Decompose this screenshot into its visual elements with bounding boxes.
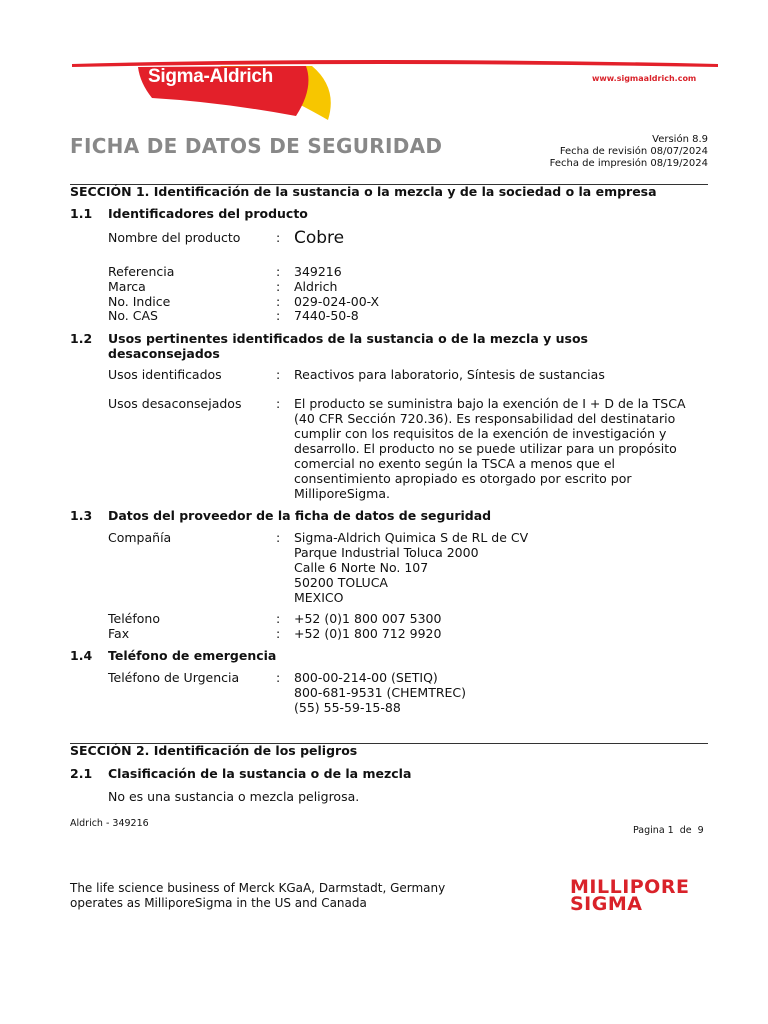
cas-value: 7440-50-8 <box>294 308 359 323</box>
address-line: MEXICO <box>294 590 344 605</box>
subsection-title: Clasificación de la sustancia o de la mezcla <box>108 766 412 781</box>
company-label: Compañía <box>108 530 172 545</box>
footer-company-text <box>70 881 445 911</box>
address-line: 50200 TOLUCA <box>294 575 388 590</box>
product-name-label: Nombre del producto <box>108 230 241 245</box>
subsection-number: 1.3 <box>70 508 93 523</box>
text-line: (40 CFR Sección 720.36). Es responsabilidad del destinatario <box>294 411 676 426</box>
colon: : <box>276 626 281 641</box>
milliporesigma-logo <box>570 876 690 915</box>
footer-line: operates as MilliporeSigma in the US and Canada <box>70 896 367 910</box>
brand-label: Marca <box>108 279 146 294</box>
text-line: El producto se suministra bajo la exención de I + D de la TSCA <box>294 396 686 411</box>
subsection-title: Teléfono de emergencia <box>108 648 277 663</box>
phone-label: Teléfono <box>108 611 160 626</box>
colon: : <box>276 611 281 626</box>
version: Versión 8.9 <box>652 134 708 145</box>
subsection-title: Datos del proveedor de la ficha de datos de seguridad <box>108 508 492 523</box>
identified-uses-label: Usos identificados <box>108 367 222 382</box>
colon: : <box>276 396 281 411</box>
company-address <box>294 530 528 605</box>
emergency-phone-label: Teléfono de Urgencia <box>108 670 240 685</box>
brand-name: Sigma-Aldrich <box>148 66 273 87</box>
fax-label: Fax <box>108 626 130 641</box>
cas-label: No. CAS <box>108 308 158 323</box>
text-line: desarrollo. El producto no se puede utilizar para un propósito <box>294 441 677 456</box>
subsection-number: 1.2 <box>70 331 93 346</box>
revision-date: Fecha de revisión 08/07/2024 <box>559 146 708 157</box>
discouraged-uses-text <box>294 396 686 501</box>
footer-line: The life science business of Merck KGaA, Darmstadt, Germany <box>70 881 446 895</box>
footer-reference: Aldrich - 349216 <box>70 818 149 829</box>
colon: : <box>276 230 281 245</box>
section-2-title: SECCIÓN 2. Identificación de los peligros <box>70 743 358 758</box>
subsection-number: 1.1 <box>70 206 93 221</box>
index-value: 029-024-00-X <box>294 294 380 309</box>
discouraged-uses-label: Usos desaconsejados <box>108 396 242 411</box>
reference-value: 349216 <box>294 264 342 279</box>
brand-value: Aldrich <box>294 279 338 294</box>
phone-value: +52 (0)1 800 007 5300 <box>294 611 442 626</box>
address-line: Parque Industrial Toluca 2000 <box>294 545 479 560</box>
address-line: Calle 6 Norte No. 107 <box>294 560 429 575</box>
classification-text: No es una sustancia o mezcla peligrosa. <box>108 789 360 804</box>
logo-line: SIGMA <box>570 893 643 915</box>
text-line: cumplir con los requisitos de la exención de investigación y <box>294 426 667 441</box>
phone-line: (55) 55-59-15-88 <box>294 700 401 715</box>
subsection-number: 2.1 <box>70 766 93 781</box>
page-title: FICHA DE DATOS DE SEGURIDAD <box>70 134 443 158</box>
address-line: Sigma-Aldrich Quimica S de RL de CV <box>294 530 529 545</box>
fax-value: +52 (0)1 800 712 9920 <box>294 626 442 641</box>
section-1-title: SECCIÓN 1. Identificación de la sustancia o la mezcla y de la sociedad o la empresa <box>70 184 657 199</box>
print-date: Fecha de impresión 08/19/2024 <box>549 158 708 169</box>
text-line: comercial no exento según la TSCA a menos que el <box>294 456 615 471</box>
phone-line: 800-681-9531 (CHEMTREC) <box>294 685 467 700</box>
colon: : <box>276 294 281 309</box>
subsection-title: Identificadores del producto <box>108 206 308 221</box>
phone-line: 800-00-214-00 (SETIQ) <box>294 670 438 685</box>
colon: : <box>276 670 281 685</box>
colon: : <box>276 367 281 382</box>
page-number: Pagina 1 de 9 <box>633 825 704 836</box>
colon: : <box>276 308 281 323</box>
reference-label: Referencia <box>108 264 175 279</box>
index-label: No. Indice <box>108 294 171 309</box>
emergency-phones <box>294 670 466 715</box>
identified-uses-value: Reactivos para laboratorio, Síntesis de sustancias <box>294 367 605 382</box>
logo-line: MILLIPORE <box>570 876 690 898</box>
text-line: MilliporeSigma. <box>294 486 390 501</box>
text-line: consentimiento apropiado es otorgado por escrito por <box>294 471 632 486</box>
colon: : <box>276 264 281 279</box>
colon: : <box>276 279 281 294</box>
product-name: Cobre <box>294 228 345 248</box>
subsection-title: Usos pertinentes identificados de la sustancia o de la mezcla y usos desaconsejados <box>108 331 588 361</box>
website-link[interactable]: www.sigmaaldrich.com <box>592 74 697 83</box>
colon: : <box>276 530 281 545</box>
subsection-number: 1.4 <box>70 648 93 663</box>
